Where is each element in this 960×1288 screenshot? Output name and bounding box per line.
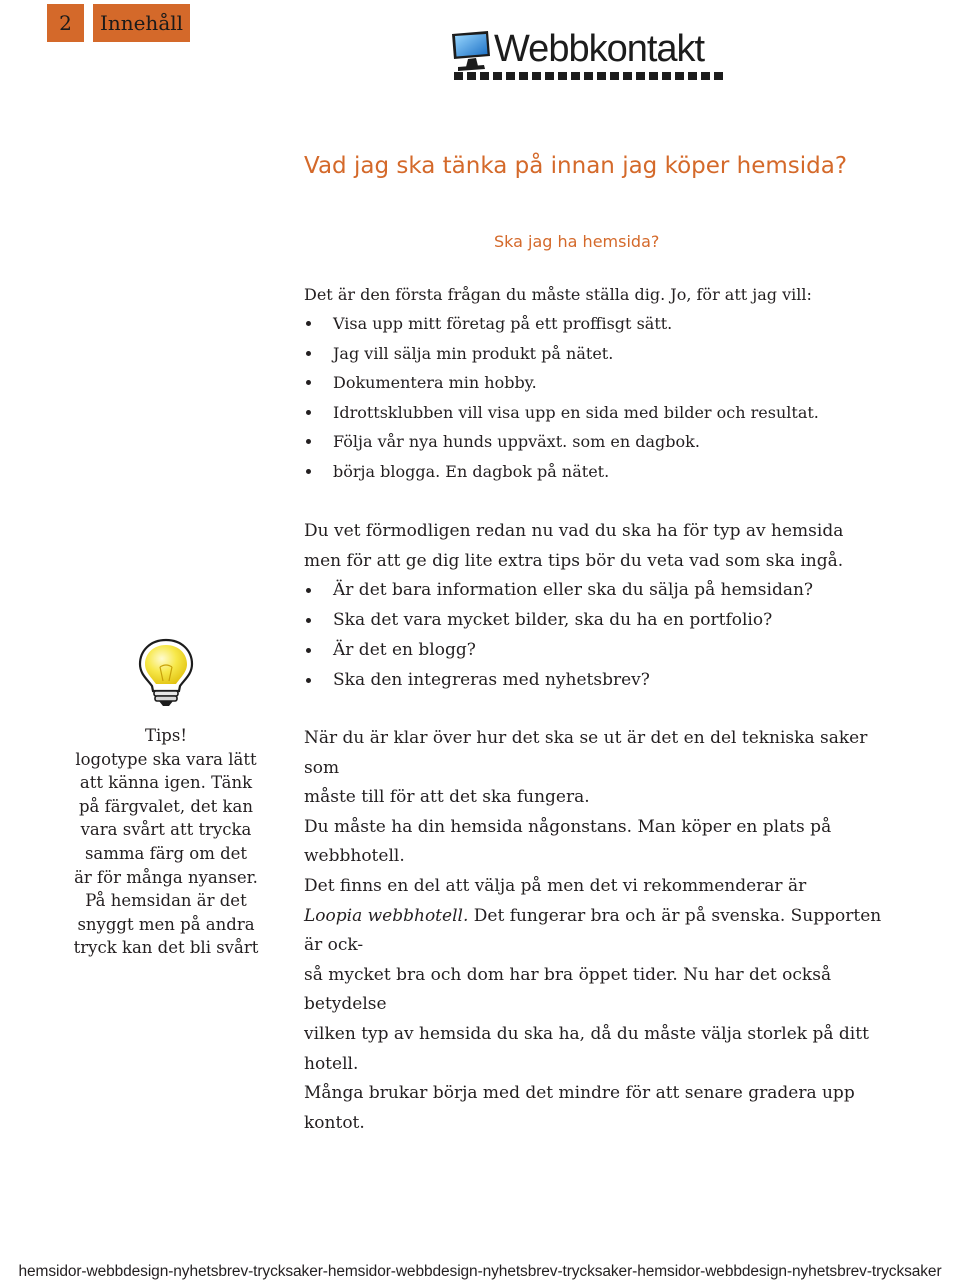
- toc-link[interactable]: Innehåll: [93, 4, 190, 42]
- list-item: Dokumentera min hobby.: [304, 368, 819, 398]
- logo-underline: [454, 72, 728, 81]
- page-number-tab[interactable]: 2: [47, 4, 84, 42]
- list-item: Ska den integreras med nyhetsbrev?: [304, 665, 813, 695]
- paragraph-line: Du måste ha din hemsida någonstans. Man köper en plats på webbhotell.: [304, 816, 832, 867]
- list-item: Ska det vara mycket bilder, ska du ha en portfolio?: [304, 605, 813, 635]
- list-item: Visa upp mitt företag på ett proffisgt sätt.: [304, 309, 819, 339]
- tips-line: logotype ska vara lätt: [75, 749, 257, 769]
- tips-line: På hemsidan är det: [85, 891, 247, 911]
- paragraph-line: Många brukar börja med det mindre för att senare gradera upp kontot.: [304, 1083, 855, 1133]
- lightbulb-icon: [136, 637, 196, 707]
- section-subtitle: Ska jag ha hemsida?: [494, 232, 660, 251]
- loopia-link[interactable]: Loopia webbhotell.: [304, 905, 469, 926]
- list-item: Följa vår nya hunds uppväxt. som en dagbok.: [304, 427, 819, 457]
- paragraph-line: måste till för att det ska fungera.: [304, 787, 590, 808]
- list-item: Är det bara information eller ska du sälja på hemsidan?: [304, 575, 813, 605]
- tips-line: samma färg om det: [84, 843, 248, 863]
- tips-line: snyggt men på andra: [77, 914, 255, 934]
- tips-box: [60, 724, 272, 960]
- list-item: börja blogga. En dagbok på nätet.: [304, 457, 819, 487]
- intro-paragraph: Det är den första frågan du måste ställa dig. Jo, för att jag vill:: [304, 285, 812, 304]
- list-item: Är det en blogg?: [304, 635, 813, 665]
- paragraph-line: vilken typ av hemsida du ska ha, då du måste välja storlek på ditt hotell.: [304, 1023, 869, 1074]
- paragraph-line: När du är klar över hur det ska se ut är det en del tekniska saker som: [304, 728, 868, 778]
- questions-list: [304, 575, 813, 695]
- hosting-paragraph: [304, 724, 884, 1138]
- tips-line: på färgvalet, det kan: [78, 796, 254, 816]
- tips-line: är för många nyanser.: [74, 867, 258, 887]
- page-title: Vad jag ska tänka på innan jag köper hemsida?: [304, 153, 848, 179]
- footer-keywords: hemsidor-webbdesign-nyhetsbrev-trycksaker-hemsidor-webbdesign-nyhetsbrev-trycksaker-hemsidor-webbdesign-nyhetsbrev-trycksaker: [18, 1263, 942, 1280]
- tips-title: Tips!: [145, 726, 187, 745]
- logo-text: Webbkontakt: [494, 28, 705, 70]
- reasons-list: [304, 309, 819, 486]
- tips-line: tryck kan det bli svårt: [73, 938, 259, 958]
- logo: [448, 26, 738, 84]
- list-item: Idrottsklubben vill visa upp en sida med bilder och resultat.: [304, 398, 819, 428]
- paragraph-line: Det finns en del att välja på men det vi rekommenderar är: [304, 875, 807, 896]
- tips-line: vara svårt att trycka: [80, 820, 252, 840]
- list-item: Jag vill sälja min produkt på nätet.: [304, 339, 819, 369]
- paragraph-line: Loopia webbhotell. Det fungerar bra och är på svenska. Supporten är ock-: [304, 905, 882, 956]
- website-type-paragraph: Du vet förmodligen redan nu vad du ska ha för typ av hemsida men för att ge dig lite extra tips bör du veta vad som ska ingå.: [304, 521, 844, 571]
- tips-line: att känna igen. Tänk: [79, 773, 253, 793]
- monitor-icon: [448, 28, 496, 72]
- paragraph-line: så mycket bra och dom har bra öppet tider. Nu har det också betydelse: [304, 964, 832, 1015]
